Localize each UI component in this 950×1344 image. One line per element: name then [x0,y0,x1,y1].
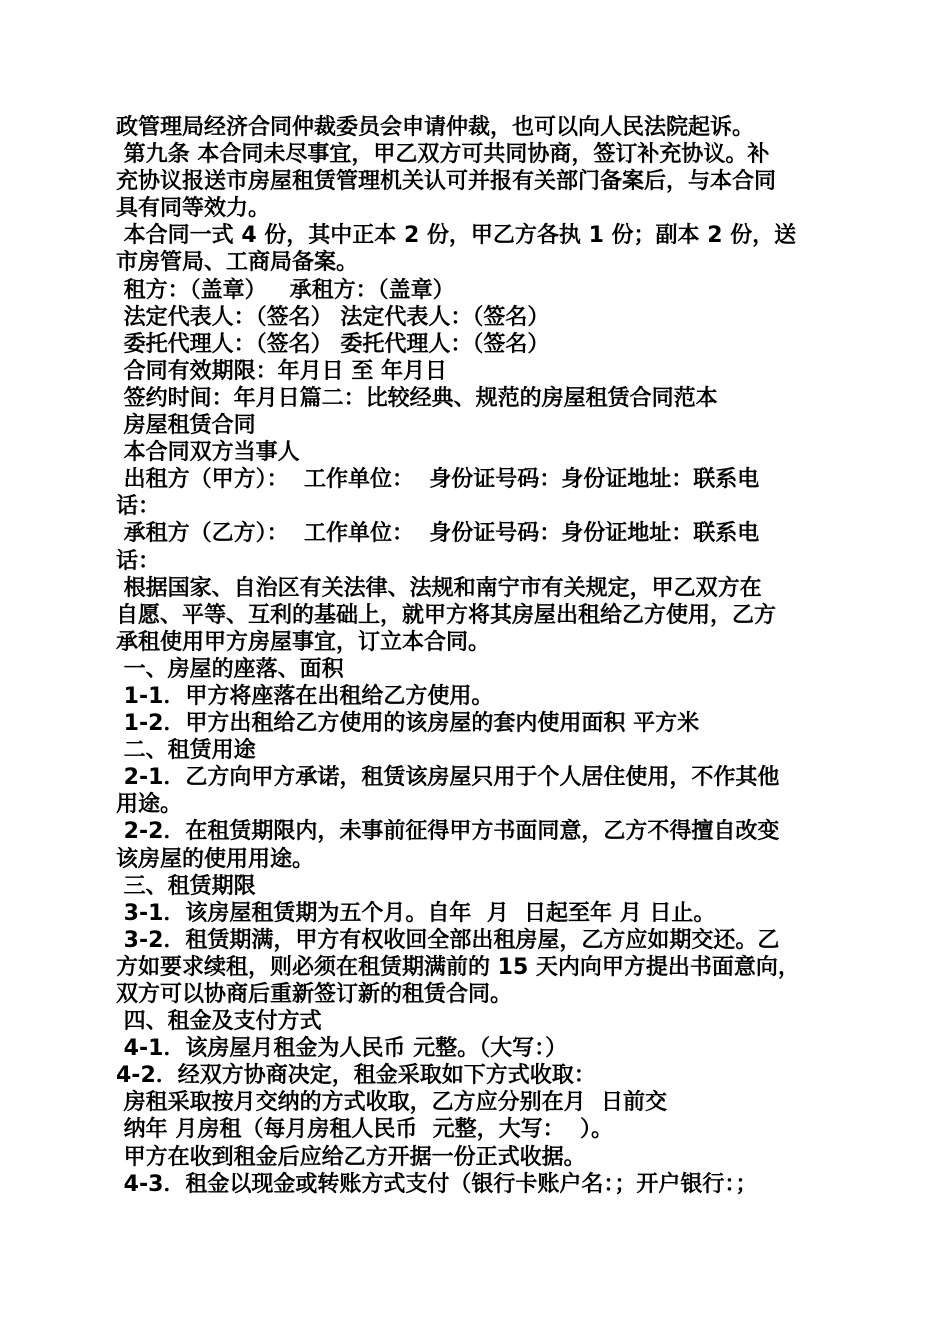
text-line: 用途。 [116,792,183,818]
text-line: 自愿、平等、互利的基础上，就甲方将其房屋出租给乙方使用，乙方 [116,602,777,628]
text-line: 甲方在收到租金后应给乙方开据一份正式收据。 [116,1144,586,1170]
contract-text [116,114,836,1198]
text-line: 本合同一式 4 份，其中正本 2 份，甲乙方各执 1 份；副本 2 份，送 [116,223,797,249]
text-line: 2-2．在租赁期限内，未事前征得甲方书面同意，乙方不得擅自改变 [116,819,780,845]
text-line: 承租方（乙方）： 工作单位： 身份证号码：身份证地址：联系电 [116,521,760,547]
text-line: 承租使用甲方房屋事宜，订立本合同。 [116,629,491,655]
text-line: 合同有效期限：年月日 至 年月日 [116,358,447,384]
text-line: 1-2．甲方出租给乙方使用的该房屋的套内使用面积 平方米 [116,711,700,737]
text-line: 4-3．租金以现金或转账方式支付（银行卡账户名：；开户银行：； [116,1171,758,1197]
text-line: 3-1．该房屋租赁期为五个月。自年 月 日起至年 月 日止。 [116,900,716,926]
text-line: 房租采取按月交纳的方式收取，乙方应分别在月 日前交 [116,1090,667,1116]
text-line: 四、租金及支付方式 [116,1009,322,1035]
text-line: 三、租赁期限 [116,873,256,899]
text-line: 3-2．租赁期满，甲方有权收回全部出租房屋，乙方应如期交还。乙 [116,927,780,953]
text-line: 4-1．该房屋月租金为人民币 元整。（大写：） [116,1036,568,1062]
text-line: 出租方（甲方）： 工作单位： 身份证号码：身份证地址：联系电 [116,467,760,493]
text-line: 本合同双方当事人 [116,440,300,466]
text-line: 二、租赁用途 [116,738,256,764]
text-line: 双方可以协商后重新签订新的租赁合同。 [116,982,513,1007]
text-line: 委托代理人：（签名） 委托代理人：（签名） [116,331,550,357]
text-line: 话： [116,548,161,574]
text-line: 签约时间：年月日篇二：比较经典、规范的房屋租赁合同范本 [116,385,718,411]
text-line: 根据国家、自治区有关法律、法规和南宁市有关规定，甲乙双方在 [116,575,762,601]
text-line: 纳年 月房租（每月房租人民币 元整，大写： ）。 [116,1117,613,1143]
text-line: 租方：（盖章） 承租方：（盖章） [116,277,455,303]
text-line: 该房屋的使用用途。 [116,846,315,872]
text-line: 4-2．经双方协商决定，租金采取如下方式收取： [116,1063,596,1089]
text-line: 政管理局经济合同仲裁委员会申请仲裁，也可以向人民法院起诉。 [116,115,755,140]
text-line: 方如要求续租，则必须在租赁期满前的 15 天内向甲方提出书面意向， [116,954,800,980]
text-line: 充协议报送市房屋租赁管理机关认可并报有关部门备案后，与本合同 [116,169,777,195]
text-line: 具有同等效力。 [116,196,271,222]
text-line: 市房管局、工商局备案。 [116,250,359,276]
text-line: 房屋租赁合同 [116,413,256,439]
text-line: 第九条 本合同未尽事宜，甲乙双方可共同协商，签订补充协议。补 [116,142,770,168]
text-line: 1-1．甲方将座落在出租给乙方使用。 [116,683,494,709]
text-line: 2-1．乙方向甲方承诺，租赁该房屋只用于个人居住使用，不作其他 [116,765,780,791]
text-line: 一、房屋的座落、面积 [116,656,344,682]
text-line: 话： [116,494,161,520]
text-line: 法定代表人：（签名） 法定代表人：（签名） [116,304,550,330]
